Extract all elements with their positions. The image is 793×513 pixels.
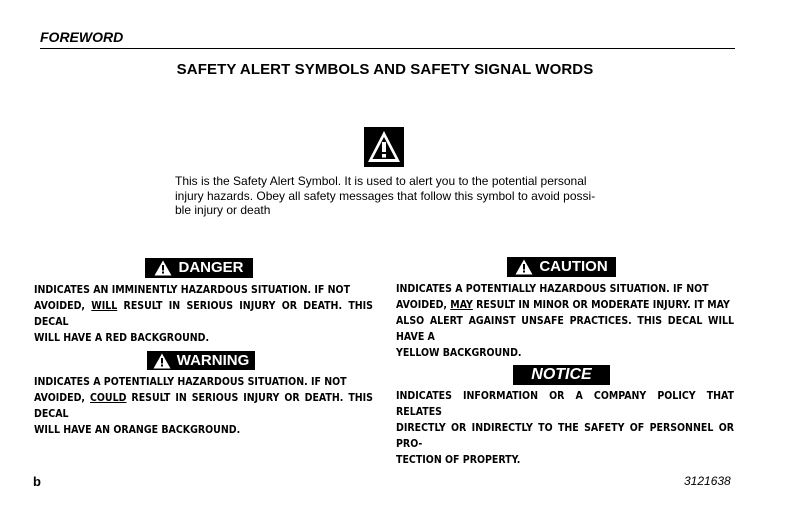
notice-line: DIRECTLY OR INDIRECTLY TO THE SAFETY OF PERSONNEL OR PRO-	[396, 422, 734, 450]
danger-line: INDICATES AN IMMINENTLY HAZARDOUS SITUATION. IF NOT	[34, 284, 351, 296]
warning-label: WARNING	[176, 352, 250, 369]
danger-label: DANGER	[178, 259, 244, 276]
document-number: 3121638	[684, 474, 731, 488]
section-title: FOREWORD	[40, 29, 124, 45]
intro-paragraph	[175, 174, 615, 218]
danger-signal-word	[145, 258, 253, 278]
caution-line: ALSO ALERT AGAINST UNSAFE PRACTICES. THIS DECAL WILL HAVE A	[396, 315, 734, 343]
warning-signal-word	[147, 351, 255, 370]
safety-alert-symbol	[364, 127, 404, 167]
warning-line: AVOIDED, COULD RESULT IN SERIOUS INJURY OR DEATH. THIS DECAL	[34, 392, 373, 420]
intro-line: injury hazards. Obey all safety messages that follow this symbol to avoid possi-	[175, 188, 596, 203]
intro-line: This is the Safety Alert Symbol. It is used to alert you to the potential personal	[175, 174, 587, 188]
warning-key-word: COULD	[89, 392, 127, 404]
warning-line: INDICATES A POTENTIALLY HAZARDOUS SITUATION. IF NOT	[34, 376, 347, 388]
caution-key-word: MAY	[450, 299, 473, 311]
danger-line: WILL HAVE A RED BACKGROUND.	[34, 332, 210, 344]
intro-line: ble injury or death	[175, 203, 271, 217]
notice-label: NOTICE	[531, 366, 592, 383]
warning-triangle-icon	[153, 353, 171, 369]
danger-description	[34, 282, 373, 346]
notice-line: TECTION OF PROPERTY.	[396, 454, 521, 466]
page-title: SAFETY ALERT SYMBOLS AND SAFETY SIGNAL WORDS	[176, 61, 594, 78]
danger-key-word: WILL	[91, 300, 118, 312]
notice-description	[396, 388, 734, 468]
caution-label: CAUTION	[539, 258, 608, 275]
warning-triangle-icon	[364, 127, 404, 167]
warning-triangle-icon	[515, 259, 533, 275]
caution-line: AVOIDED, MAY RESULT IN MINOR OR MODERATE INJURY. IT MAY	[396, 299, 730, 311]
caution-line: INDICATES A POTENTIALLY HAZARDOUS SITUATION. IF NOT	[396, 283, 709, 295]
notice-signal-word	[513, 365, 610, 385]
warning-description	[34, 374, 373, 438]
caution-signal-word	[507, 257, 616, 277]
warning-triangle-icon	[154, 260, 172, 276]
caution-line: YELLOW BACKGROUND.	[396, 347, 522, 359]
page-header	[40, 29, 735, 49]
danger-line: AVOIDED, WILL RESULT IN SERIOUS INJURY OR DEATH. THIS DECAL	[34, 300, 373, 328]
notice-line: INDICATES INFORMATION OR A COMPANY POLICY THAT RELATES	[396, 390, 734, 418]
caution-description	[396, 281, 734, 361]
page-letter: b	[33, 474, 41, 489]
warning-line: WILL HAVE AN ORANGE BACKGROUND.	[34, 424, 241, 436]
